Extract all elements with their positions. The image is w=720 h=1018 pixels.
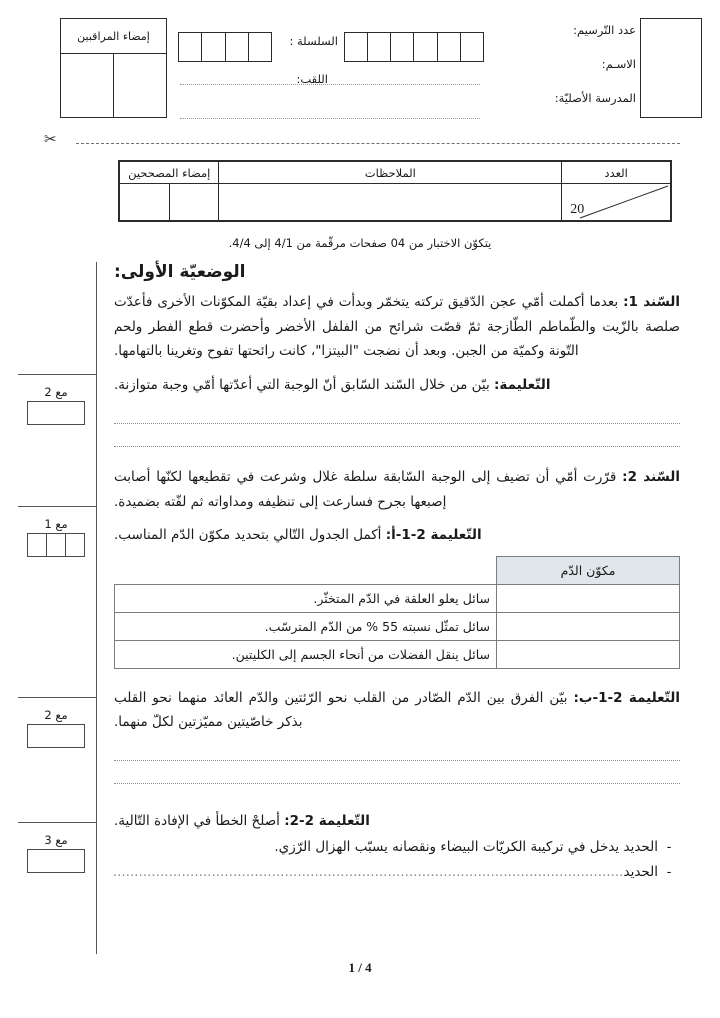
- registration-label: عدد التّرسيم:: [573, 23, 636, 38]
- instruction-2b: [114, 687, 680, 734]
- marks-table: [118, 160, 672, 222]
- statement-wrong: [114, 836, 680, 859]
- instruction-1: [114, 374, 680, 398]
- blood-description: سائل يعلو العلقة في الدّم المتخثّر.: [115, 585, 497, 613]
- supervisors-title: إمضاء المراقبين: [61, 19, 166, 54]
- answer-line[interactable]: [114, 401, 680, 424]
- statement-wrong-text: الحديد يدخل في تركيبة الكريّات البيضاء ونقصانه يسبّب الهزال الرّزي.: [274, 838, 658, 855]
- registration-number-cells[interactable]: [344, 32, 484, 62]
- name-label: الاسـم:: [601, 57, 636, 72]
- instruction-1-text: بيّن من خلال السّند السّابق أنّ الوجبة التي أعدّتها أمّي وجبة متوازنة.: [114, 376, 490, 393]
- scissors-icon: ✂: [44, 130, 57, 148]
- source-2-paragraph: [114, 465, 680, 514]
- answer-line[interactable]: [114, 424, 680, 447]
- registration-cell[interactable]: [367, 33, 390, 61]
- bullet-dash: -: [666, 863, 672, 880]
- blood-component-input[interactable]: [497, 585, 680, 613]
- page-footer: [0, 960, 720, 976]
- answer-lines-q2b[interactable]: [114, 738, 680, 784]
- table-row: [115, 585, 680, 613]
- source-1-paragraph: [114, 290, 680, 364]
- mark-chip-label: مع 3: [44, 833, 68, 847]
- serial-cell[interactable]: [248, 33, 271, 61]
- identification-labels: [486, 14, 636, 116]
- mark-subcell[interactable]: [28, 402, 84, 424]
- exam-content: [114, 262, 680, 884]
- instruction-22-label: التّعليمة 2-2:: [284, 813, 370, 830]
- bullet-dash: -: [666, 838, 672, 855]
- source-1-label: السّند 1:: [623, 294, 680, 310]
- blood-description: سائل تمثّل نسبته 55 % من الدّم المترسّب.: [115, 613, 497, 641]
- registration-cell[interactable]: [345, 33, 367, 61]
- instruction-2b-text: بيّن الفرق بين الدّم الصّادر من القلب نحو الرّئتين والدّم العائد منهما نحو القلب بذكر خاصّيتين مميّزتين لكلّ منهما.: [114, 690, 568, 730]
- mark-chip-label: مع 2: [44, 385, 68, 399]
- notes-cell[interactable]: [219, 184, 562, 221]
- supervisor-signature-cell[interactable]: [113, 54, 166, 117]
- registration-cell[interactable]: [460, 33, 483, 61]
- serial-cell[interactable]: [225, 33, 248, 61]
- serial-number-cells[interactable]: [178, 32, 272, 62]
- mark-chip-q2b[interactable]: [18, 709, 94, 748]
- registration-cell[interactable]: [390, 33, 413, 61]
- instruction-2a-text: أكمل الجدول التّالي بتحديد مكوّن الدّم المناسب.: [114, 527, 382, 544]
- cut-line: [20, 130, 680, 150]
- serial-label: السلسلة :: [289, 34, 338, 48]
- source-2-text: قرّرت أمّي أن تضيف إلى الوجبة السّابقة سلطة غلال وشرعت في تقطيعها لكنّها أصابت إصبعها بجرح فسارعت إلى تنظيفه ومداواته ثم لفّته بضميدة.: [114, 469, 617, 510]
- blood-description: سائل ينقل الفضلات من أنحاء الجسم إلى الكليتين.: [115, 641, 497, 669]
- mark-chip-q1[interactable]: [18, 386, 94, 425]
- marks-header-score: العدد: [562, 162, 671, 184]
- mark-chip-q22[interactable]: [18, 834, 94, 873]
- corrector-signature-cell[interactable]: [120, 184, 170, 221]
- school-write-line[interactable]: [180, 118, 480, 119]
- marks-header-signatures: إمضاء المصححين: [120, 162, 219, 184]
- instruction-22: [114, 810, 680, 834]
- answer-line[interactable]: [114, 738, 680, 761]
- mark-chip-label: مع 1: [44, 517, 68, 531]
- total-score-value: 20: [570, 202, 585, 217]
- blood-components-table: [114, 556, 680, 669]
- mark-subcell[interactable]: [28, 850, 84, 872]
- school-label: المدرسة الأصليّة:: [554, 91, 636, 106]
- rail-separator: [18, 506, 96, 507]
- instruction-22-text: أصلحْ الخطأ في الإفادة التّالية.: [114, 813, 280, 830]
- instruction-2a-label: التّعليمة 2-1-أ:: [385, 527, 482, 544]
- answer-lines-q1[interactable]: [114, 401, 680, 447]
- mark-chip-box[interactable]: [27, 401, 85, 425]
- rail-separator: [18, 697, 96, 698]
- marks-header-notes: الملاحظات: [219, 162, 562, 184]
- exam-body: [18, 262, 680, 962]
- blood-table-header-row: [115, 557, 680, 585]
- marks-rail-divider: [96, 262, 97, 954]
- registration-cell[interactable]: [437, 33, 460, 61]
- rail-separator: [18, 822, 96, 823]
- source-2-label: السّند 2:: [622, 469, 680, 486]
- mark-chip-label: مع 2: [44, 708, 68, 722]
- mark-chip-q2a[interactable]: [18, 518, 94, 557]
- instruction-2a: [114, 524, 680, 548]
- supervisors-signature-box: [60, 18, 167, 118]
- registration-cell[interactable]: [413, 33, 436, 61]
- marks-table-row: [120, 184, 671, 221]
- school-stamp-box[interactable]: [640, 18, 702, 118]
- statement-blank-dots: .......................................................................................................................: [112, 863, 624, 880]
- supervisors-signature-cells[interactable]: [61, 54, 166, 117]
- table-row: [115, 641, 680, 669]
- source-1-text: بعدما أكملت أمّي عجن الدّقيق تركته يتخمّر وبدأت في إعداد بقيّة المكوّنات الأخرى فأعدّت صلصة بالزّيت والطّماطم الطّازجة ثمّ قصّت شرائح من الفلفل الأخضر وأحضرت قطع الفطر ولحم التّونة وكميّة من الجبن. وبعد أن نضجت "البيتزا"، كانت رائحتها تفوح وتغرينا بالتهامها.: [114, 294, 680, 360]
- pages-note: يتكوّن الاختبار من 04 صفحات مرقّمة من 4/1 إلى 4/4.: [228, 236, 492, 250]
- blood-table-header-description: [115, 557, 497, 585]
- table-row: [115, 613, 680, 641]
- blood-table-header-component: مكوّن الدّم: [497, 557, 680, 585]
- blood-component-input[interactable]: [497, 613, 680, 641]
- instruction-1-label: التّعليمة:: [494, 376, 551, 393]
- cut-line-dashes: [76, 143, 680, 144]
- instruction-2b-label: التّعليمة 2-1-ب:: [573, 690, 680, 707]
- serial-cell[interactable]: [201, 33, 224, 61]
- mark-subcell[interactable]: [65, 534, 84, 556]
- name-write-line[interactable]: [180, 84, 480, 85]
- page-number: 4 / 1: [348, 960, 372, 975]
- statement-blank-text: الحديد: [623, 863, 658, 880]
- page-title: الوضعيّة الأولى:: [114, 262, 246, 282]
- mark-subcell[interactable]: [46, 534, 65, 556]
- answer-line[interactable]: [114, 761, 680, 784]
- marks-table-header-row: [120, 162, 671, 184]
- identification-header: [0, 14, 720, 126]
- corrector-signature-cell[interactable]: [169, 184, 219, 221]
- surname-label: اللقب:: [296, 72, 328, 86]
- mark-subcell[interactable]: [28, 534, 46, 556]
- blood-component-input[interactable]: [497, 641, 680, 669]
- mark-chip-box[interactable]: [27, 724, 85, 748]
- mark-chip-box[interactable]: [27, 849, 85, 873]
- mark-subcell[interactable]: [28, 725, 84, 747]
- serial-cell[interactable]: [179, 33, 201, 61]
- rail-separator: [18, 374, 96, 375]
- statement-blank-line[interactable]: [113, 861, 658, 884]
- total-score-cell[interactable]: [562, 184, 671, 221]
- supervisor-signature-cell[interactable]: [61, 54, 113, 117]
- mark-chip-box[interactable]: [27, 533, 85, 557]
- statement-blank[interactable]: [114, 861, 680, 884]
